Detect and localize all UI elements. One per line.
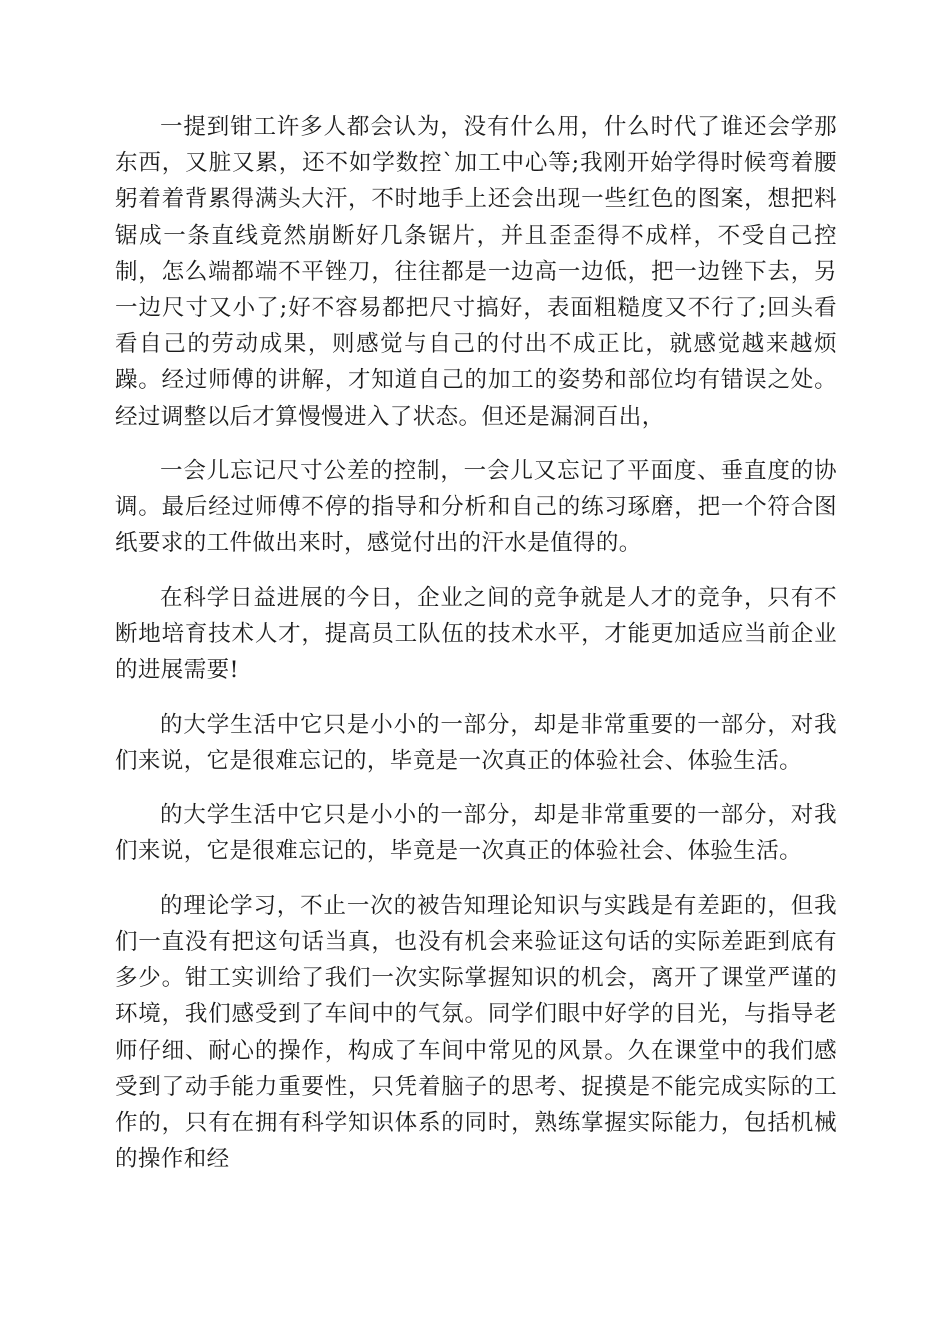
- paragraph-6: 的理论学习，不止一次的被告知理论知识与实践是有差距的，但我们一直没有把这句话当真，也没有机会来验证这句话的实际差距到底有多少。钳工实训给了我们一次实际掌握知识的机会，离开了课堂严谨的环境，我们感受到了车间中的气氛。同学们眼中好学的目光，与指导老师仔细、耐心的操作，构成了车间中常见的风景。久在课堂中的我们感受到了动手能力重要性，只凭着脑子的思考、捉摸是不能完成实际的工作的，只有在拥有科学知识体系的同时，熟练掌握实际能力，包括机械的操作和经: [115, 892, 837, 1173]
- paragraph-2: 一会儿忘记尺寸公差的控制，一会儿又忘记了平面度、垂直度的协调。最后经过师傅不停的指导和分析和自己的练习琢磨，把一个符合图纸要求的工件做出来时，感觉付出的汗水是值得的。: [115, 458, 837, 557]
- document-body: [115, 109, 837, 1196]
- paragraph-5: 的大学生活中它只是小小的一部分，却是非常重要的一部分，对我们来说，它是很难忘记的，毕竟是一次真正的体验社会、体验生活。: [115, 802, 837, 865]
- paragraph-1: 一提到钳工许多人都会认为，没有什么用，什么时代了谁还会学那东西，又脏又累，还不如学数控`加工中心等;我刚开始学得时候弯着腰躬着着背累得满头大汗，不时地手上还会出现一些红色的图案，想把料锯成一条直线竟然崩断好几条锯片，并且歪歪得不成样，不受自己控制，怎么端都端不平锉刀，往往都是一边高一边低，把一边锉下去，另一边尺寸又小了;好不容易都把尺寸搞好，表面粗糙度又不行了;回头看看自己的劳动成果，则感觉与自己的付出不成正比，就感觉越来越烦躁。经过师傅的讲解，才知道自己的加工的姿势和部位均有错误之处。经过调整以后才算慢慢进入了状态。但还是漏洞百出，: [115, 114, 837, 430]
- paragraph-4: 的大学生活中它只是小小的一部分，却是非常重要的一部分，对我们来说，它是很难忘记的，毕竟是一次真正的体验社会、体验生活。: [115, 711, 837, 774]
- paragraph-3: 在科学日益进展的今日，企业之间的竞争就是人才的竞争，只有不断地培育技术人才，提高员工队伍的技术水平，才能更加适应当前企业的进展需要!: [115, 584, 837, 684]
